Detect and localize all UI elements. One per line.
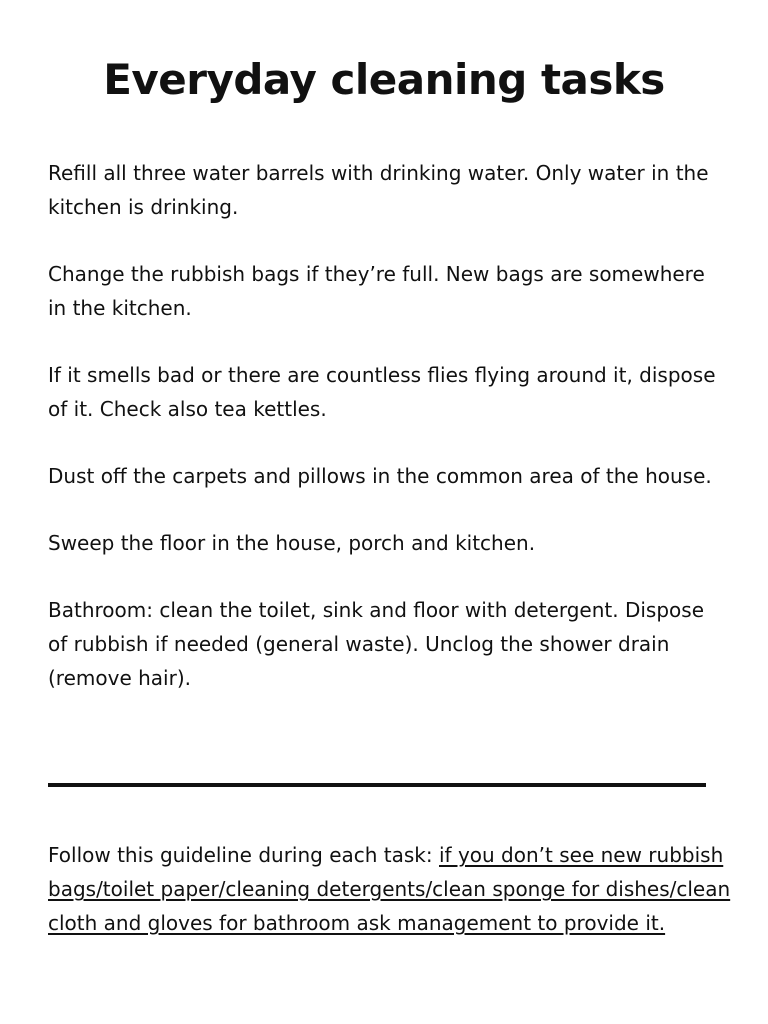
task-item-dispose-food: If it smells bad or there are countless flies flying around it, dispose of it. Check also tea kettles. bbox=[48, 363, 716, 421]
guideline-note bbox=[48, 838, 738, 940]
task-item-sweep-floor: Sweep the floor in the house, porch and kitchen. bbox=[48, 531, 536, 555]
task-list bbox=[48, 156, 728, 695]
guideline-intro: Follow this guideline during each task: bbox=[48, 843, 439, 867]
task-item-dust-carpets: Dust off the carpets and pillows in the common area of the house. bbox=[48, 464, 712, 488]
task-item-bathroom: Bathroom: clean the toilet, sink and floor with detergent. Dispose of rubbish if needed (general waste). Unclog the shower drain (remove hair). bbox=[48, 598, 705, 690]
task-item-water-barrels: Refill all three water barrels with drinking water. Only water in the kitchen is drinking. bbox=[48, 161, 709, 219]
section-divider bbox=[48, 783, 706, 787]
guideline-emphasis: if you don’t see new rubbish bags/toilet paper/cleaning detergents/clean sponge for dishes/clean cloth and gloves for bathroom ask management to provide it. bbox=[48, 843, 731, 935]
page-title: Everyday cleaning tasks bbox=[103, 55, 665, 104]
task-item-rubbish-bags: Change the rubbish bags if they’re full. New bags are somewhere in the kitchen. bbox=[48, 262, 705, 320]
